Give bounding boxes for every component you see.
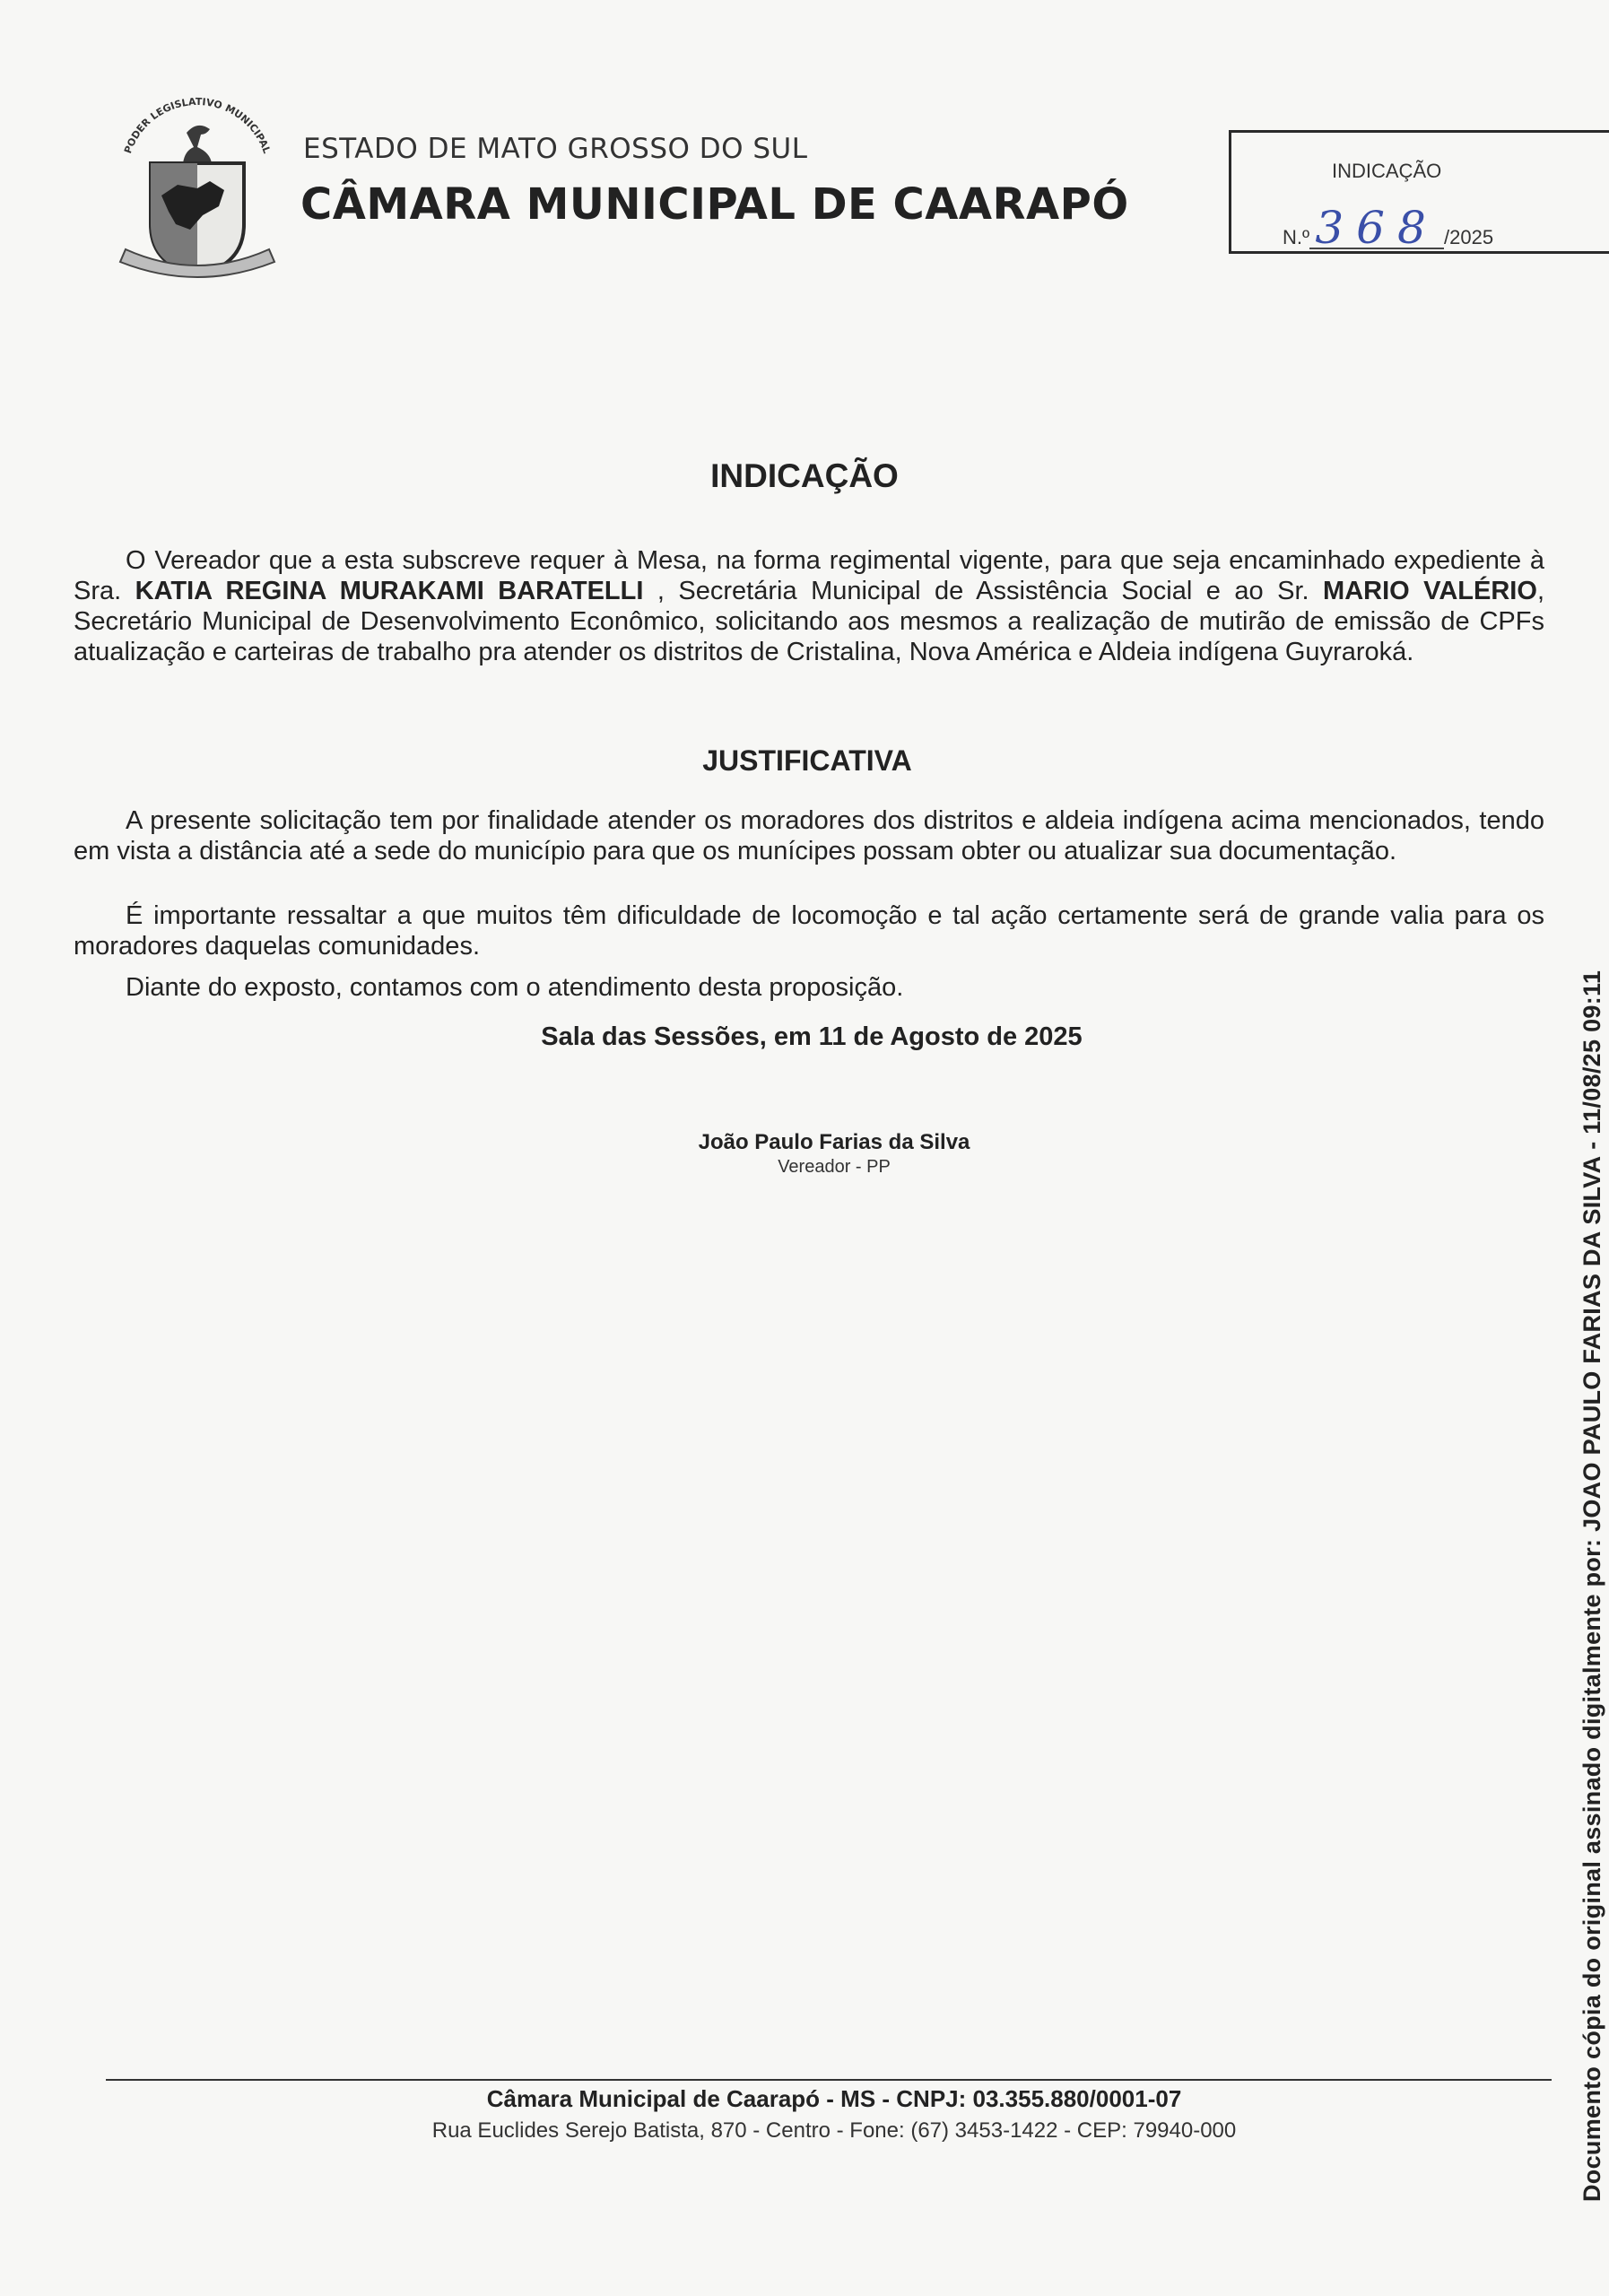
number-prefix: N.º <box>1283 226 1310 248</box>
justification-title: JUSTIFICATIVA <box>702 744 912 777</box>
footer-institution: Câmara Municipal de Caarapó - MS - CNPJ: 03.355.880/0001-07 <box>486 2085 1182 2112</box>
document-title: INDICAÇÃO <box>710 457 899 494</box>
signer-name: João Paulo Farias da Silva <box>698 1130 970 1154</box>
digital-signature-stamp: Documento cópia do original assinado digitalmente por: JOAO PAULO FARIAS DA SILVA - 11/08/25 09:11 <box>1579 970 1605 2202</box>
number-year: /2025 <box>1444 226 1494 248</box>
footer-divider <box>106 2079 1552 2081</box>
recipient-name-1: KATIA REGINA MURAKAMI BARATELLI <box>135 577 644 605</box>
justification-text-2: É importante ressaltar a que muitos têm dificuldade de locomoção e tal ação certamente será de grande valia para os moradores daquelas comunidades. <box>74 901 1544 961</box>
chamber-seal-logo <box>108 90 287 287</box>
request-text-a: O Vereador que a esta subscreve requer à Mesa, na forma regimental vigente, para que seja encaminhado expediente à Sra. <box>74 546 1544 605</box>
chamber-name: CÂMARA MUNICIPAL DE CAARAPÓ <box>300 179 1129 230</box>
footer-address: Rua Euclides Serejo Batista, 870 - Centro - Fone: (67) 3453-1422 - CEP: 79940-000 <box>431 2118 1237 2143</box>
request-paragraph <box>74 545 1544 667</box>
request-text-b: , Secretária Municipal de Assistência Social e ao Sr. <box>643 577 1324 605</box>
place-and-date: Sala das Sessões, em 11 de Agosto de 2025 <box>541 1022 1083 1051</box>
signer-role: Vereador - PP <box>778 1157 891 1177</box>
justification-paragraph-1 <box>74 805 1544 866</box>
justification-paragraph-3 <box>74 972 1544 1003</box>
handwritten-number: 368 <box>1309 208 1444 249</box>
indication-number-line <box>1283 202 1494 254</box>
justification-text-1: A presente solicitação tem por finalidade atender os moradores dos distritos e aldeia indígena acima mencionados, tendo em vista a distância até a sede do município para que os munícipes possam obter ou atualizar sua documentação. <box>74 806 1544 865</box>
justification-paragraph-2 <box>74 900 1544 961</box>
request-text-c: , Secretário Municipal de Desenvolvimento Econômico, solicitando aos mesmos a realização de mutirão de emissão de CPFs atualização e carteiras de trabalho pra atender os distritos de Cristalina, Nova América e Aldeia indígena Guyraroká. <box>74 577 1544 666</box>
state-name: ESTADO DE MATO GROSSO DO SUL <box>303 133 808 165</box>
indication-box-label: INDICAÇÃO <box>1332 160 1442 182</box>
justification-text-3: Diante do exposto, contamos com o atendimento desta proposição. <box>126 973 904 1002</box>
svg-text:PODER LEGISLATIVO MUNICIPAL: PODER LEGISLATIVO MUNICIPAL <box>122 95 273 155</box>
recipient-name-2: MARIO VALÉRIO <box>1323 577 1537 605</box>
